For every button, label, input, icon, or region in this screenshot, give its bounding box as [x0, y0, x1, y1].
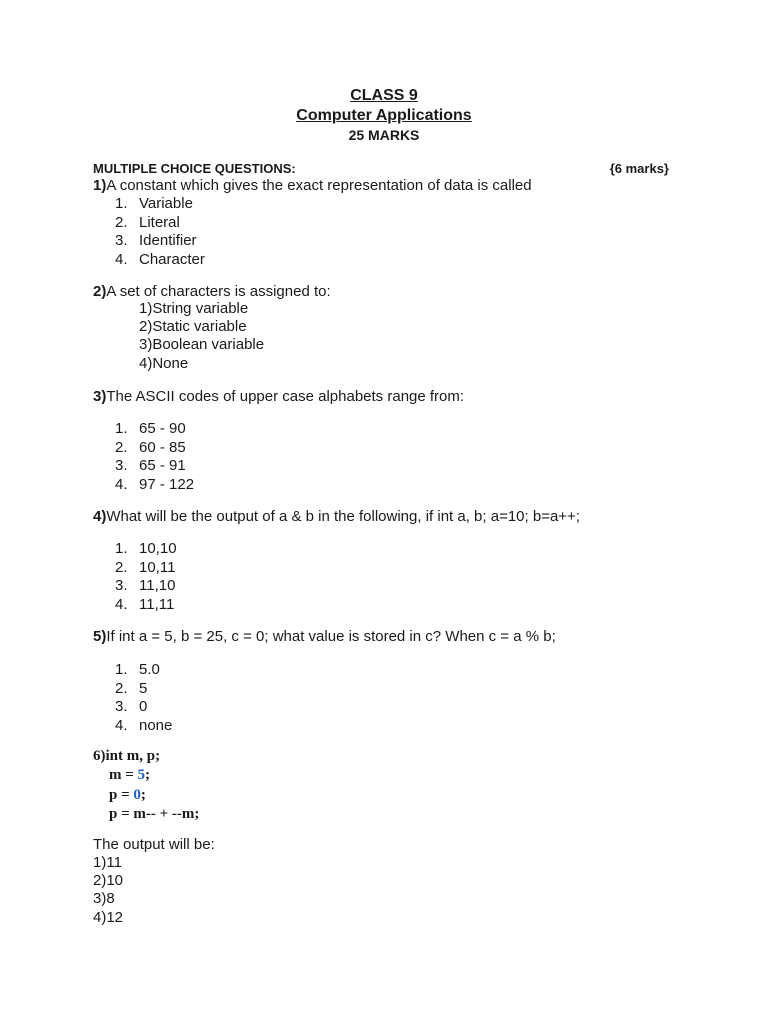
option: 4. none [115, 716, 173, 734]
question-text: A constant which gives the exact representation of data is called [106, 177, 532, 194]
option: 1. Variable [115, 195, 193, 212]
section-title: MULTIPLE CHOICE QUESTIONS: [93, 161, 296, 176]
question-text: A set of characters is assigned to: [106, 283, 331, 300]
option: 2. 10,11 [115, 558, 176, 576]
question-2 [93, 283, 331, 301]
question-text: If int a = 5, b = 25, c = 0; what value is stored in c? When c = a % b; [106, 628, 556, 645]
question-text: The ASCII codes of upper case alphabets range from: [106, 388, 465, 405]
total-marks: 25 MARKS [348, 127, 420, 143]
question-text: What will be the output of a & b in the following, if int a, b; a=10; b=a++; [106, 508, 580, 525]
question-6-prompt: The output will be: [93, 836, 215, 853]
option: 1. 10,10 [115, 540, 177, 557]
option: 3. Identifier [115, 232, 197, 249]
option: 3)8 [93, 890, 115, 908]
option: 1. 5.0 [115, 661, 160, 678]
question-number: 2) [93, 283, 107, 300]
question-3 [93, 388, 464, 406]
option: 2)Static variable [139, 318, 247, 336]
question-5-options [115, 661, 172, 735]
code-line: m = 5; [109, 767, 151, 784]
class-title: CLASS 9 [350, 87, 418, 104]
option: 4)12 [93, 908, 124, 926]
question-2-options [139, 300, 264, 373]
option: 1)11 [93, 854, 122, 871]
option: 4. 11,11 [115, 595, 175, 613]
question-number: 4) [93, 508, 107, 525]
code-line: p = m-- + --m; [109, 805, 200, 822]
question-5 [93, 628, 556, 646]
section-marks: {6 marks} [609, 161, 669, 176]
question-4-options [115, 540, 177, 614]
option: 2. 5 [115, 679, 148, 697]
option: 3. 11,10 [115, 577, 176, 594]
question-1-options [115, 195, 205, 269]
option: 2)10 [93, 872, 124, 890]
option: 1)String variable [139, 300, 249, 317]
question-3-options [115, 420, 194, 494]
option: 4. 97 - 122 [115, 475, 195, 493]
option: 4. Character [115, 250, 205, 268]
option: 1. 65 - 90 [115, 420, 186, 437]
subject-title: Computer Applications [296, 107, 472, 124]
question-1 [93, 177, 532, 195]
question-number: 3) [93, 388, 107, 405]
option: 3. 65 - 91 [115, 457, 186, 474]
section-heading [93, 161, 669, 177]
option: 4)None [139, 354, 189, 372]
question-6-options [93, 854, 123, 927]
question-number: 6) [93, 748, 106, 764]
option: 2. Literal [115, 213, 180, 231]
question-number: 5) [93, 628, 107, 645]
question-6 [93, 747, 199, 824]
question-number: 1) [93, 177, 107, 194]
option: 3)Boolean variable [139, 336, 265, 354]
document-header [0, 86, 768, 144]
question-4 [93, 508, 580, 526]
code-line: 6)int m, p; [93, 748, 161, 764]
option: 2. 60 - 85 [115, 438, 186, 456]
code-line: p = 0; [109, 786, 146, 803]
option: 3. 0 [115, 698, 148, 715]
